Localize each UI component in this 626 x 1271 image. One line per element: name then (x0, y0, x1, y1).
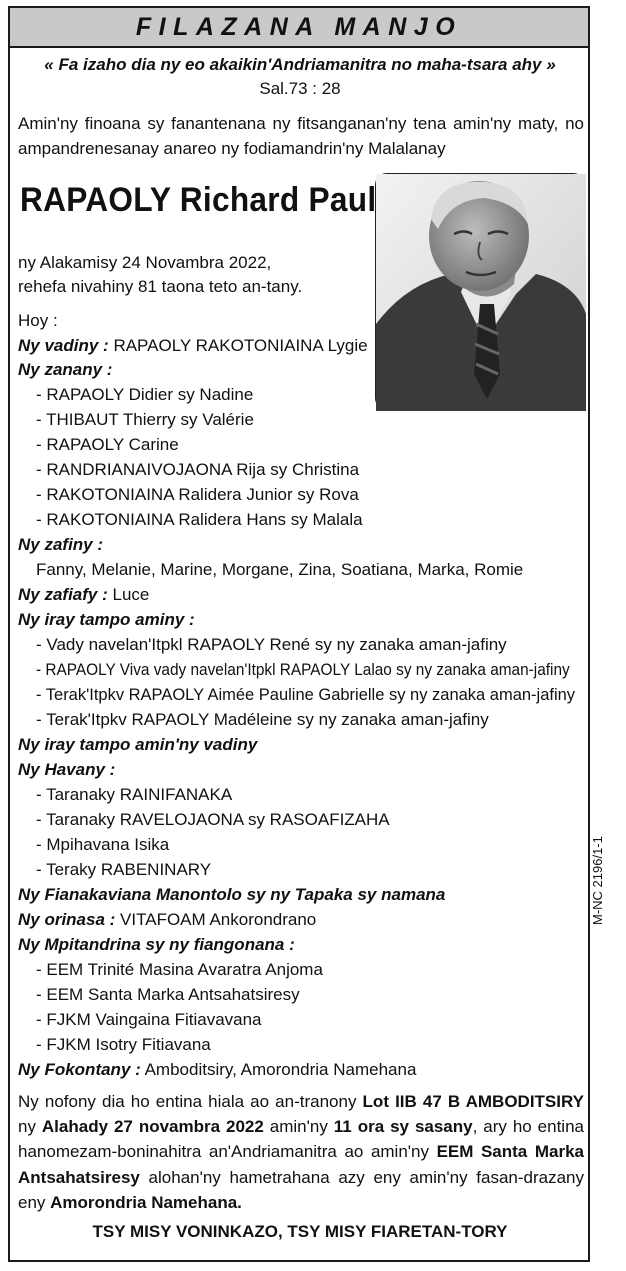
list-item: - EEM Trinité Masina Avaratra Anjoma (36, 960, 323, 979)
grandchildren-value: Fanny, Melanie, Marine, Morgane, Zina, Soatiana, Marka, Romie (36, 560, 524, 579)
side-code: M-NC 2196/1-1 (590, 836, 605, 925)
list-item-text: - Terak'Itpkv RAPAOLY Aimée Pauline Gabrielle sy ny zanaka aman-jafiny (36, 685, 576, 704)
list-item: - THIBAUT Thierry sy Valérie (36, 410, 254, 429)
list-item: - Vady navelan'Itpkl RAPAOLY René sy ny zanaka aman-jafiny (36, 635, 507, 654)
list-item: - RAPAOLY Carine (36, 435, 179, 454)
company-label: Ny orinasa : (18, 910, 116, 929)
list-item: - Taranaky RAINIFANAKA (36, 785, 233, 804)
notice-header (8, 6, 590, 48)
great-grandchildren-line (18, 585, 149, 605)
list-item (36, 660, 626, 680)
funeral-date: Alahady 27 novambra 2022 (41, 1117, 264, 1137)
portrait-illustration (376, 174, 586, 411)
list-item: - RAKOTONIAINA Ralidera Junior sy Rova (36, 485, 359, 504)
funeral-text: alohan'ny hametrahana azy eny amin'ny fasan-drazany eny (18, 1167, 584, 1212)
death-date: ny Alakamisy 24 Novambra 2022, (18, 253, 272, 272)
hoy-label: Hoy : (18, 311, 58, 330)
list-item-text: - RAPAOLY Viva vady navelan'Itpkl RAPAOLY Lalao sy ny zanaka aman-jafiny (36, 660, 570, 679)
fokontany-value: Amboditsiry, Amorondria Namehana (144, 1060, 417, 1079)
fokontany-label: Ny Fokontany : (18, 1060, 141, 1079)
relatives-label: Ny Havany : (18, 760, 116, 779)
children-label: Ny zanany : (18, 360, 113, 379)
company-value: VITAFOAM Ankorondrano (120, 910, 317, 929)
great-grandchildren-label: Ny zafiafy : (18, 585, 108, 604)
funeral-paragraph (18, 1089, 584, 1215)
funeral-location: Lot IIB 47 B AMBODITSIRY (362, 1092, 584, 1111)
pastors-label: Ny Mpitandrina sy ny fiangonana : (18, 935, 295, 954)
funeral-text: , ary ho entina hanomezam-boninahitra an'Andriamanitra ao amin'ny (18, 1117, 584, 1162)
footer-notice: TSY MISY VONINKAZO, TSY MISY FIARETAN-TORY (92, 1222, 508, 1241)
spouse-label: Ny vadiny : (18, 336, 109, 355)
deceased-photo (375, 173, 585, 410)
intro-paragraph: Amin'ny finoana sy fanantenana ny fitsanganan'ny tena amin'ny maty, no ampandrenesanay anareo ny fodiamandrin'ny Malalanay (18, 114, 584, 158)
list-item: - Teraky RABENINARY (36, 860, 212, 879)
list-item: - RANDRIANAIVOJAONA Rija sy Christina (36, 460, 360, 479)
list-item: - Mpihavana Isika (36, 835, 170, 854)
fokontany-line (18, 1060, 416, 1080)
funeral-text: amin'ny (263, 1117, 334, 1137)
spouse-siblings-label: Ny iray tampo amin'ny vadiny (18, 735, 258, 754)
bible-quote: « Fa izaho dia ny eo akaikin'Andriamanitra no maha-tsara ahy » (44, 55, 556, 74)
list-item (36, 685, 592, 705)
list-item: - Taranaky RAVELOJAONA sy RASOAFIZAHA (36, 810, 390, 829)
list-item: - EEM Santa Marka Antsahatsiresy (36, 985, 300, 1004)
list-item: - Terak'Itpkv RAPAOLY Madéleine sy ny zanaka aman-jafiny (36, 710, 489, 729)
spouse-value: RAPAOLY RAKOTONIAINA Lygie (113, 336, 368, 355)
list-item: - RAKOTONIAINA Ralidera Hans sy Malala (36, 510, 363, 529)
funeral-time: 11 ora sy sasany (333, 1117, 473, 1137)
great-grandchildren-value: Luce (112, 585, 150, 604)
list-item: - FJKM Vaingaina Fitiavavana (36, 1010, 262, 1029)
family-label: Ny Fianakaviana Manontolo sy ny Tapaka sy namana (18, 885, 446, 904)
spouse-line (18, 336, 368, 356)
burial-place: Amorondria Namehana. (50, 1192, 242, 1212)
list-item: - FJKM Isotry Fitiavana (36, 1035, 211, 1054)
funeral-church: EEM Santa Marka Antsahatsiresy (18, 1142, 584, 1187)
company-line (18, 910, 316, 930)
funeral-text: Ny nofony dia ho entina hiala ao an-tranony (18, 1092, 363, 1111)
deceased-name: RAPAOLY Richard Paul (20, 181, 377, 219)
bible-reference: Sal.73 : 28 (259, 79, 341, 98)
age-line: rehefa nivahiny 81 taona teto an-tany. (18, 277, 303, 296)
siblings-label: Ny iray tampo aminy : (18, 610, 195, 629)
grandchildren-label: Ny zafiny : (18, 535, 104, 554)
notice-title: FILAZANA MANJO (135, 12, 463, 41)
list-item: - RAPAOLY Didier sy Nadine (36, 385, 254, 404)
funeral-text: ny (18, 1117, 42, 1137)
